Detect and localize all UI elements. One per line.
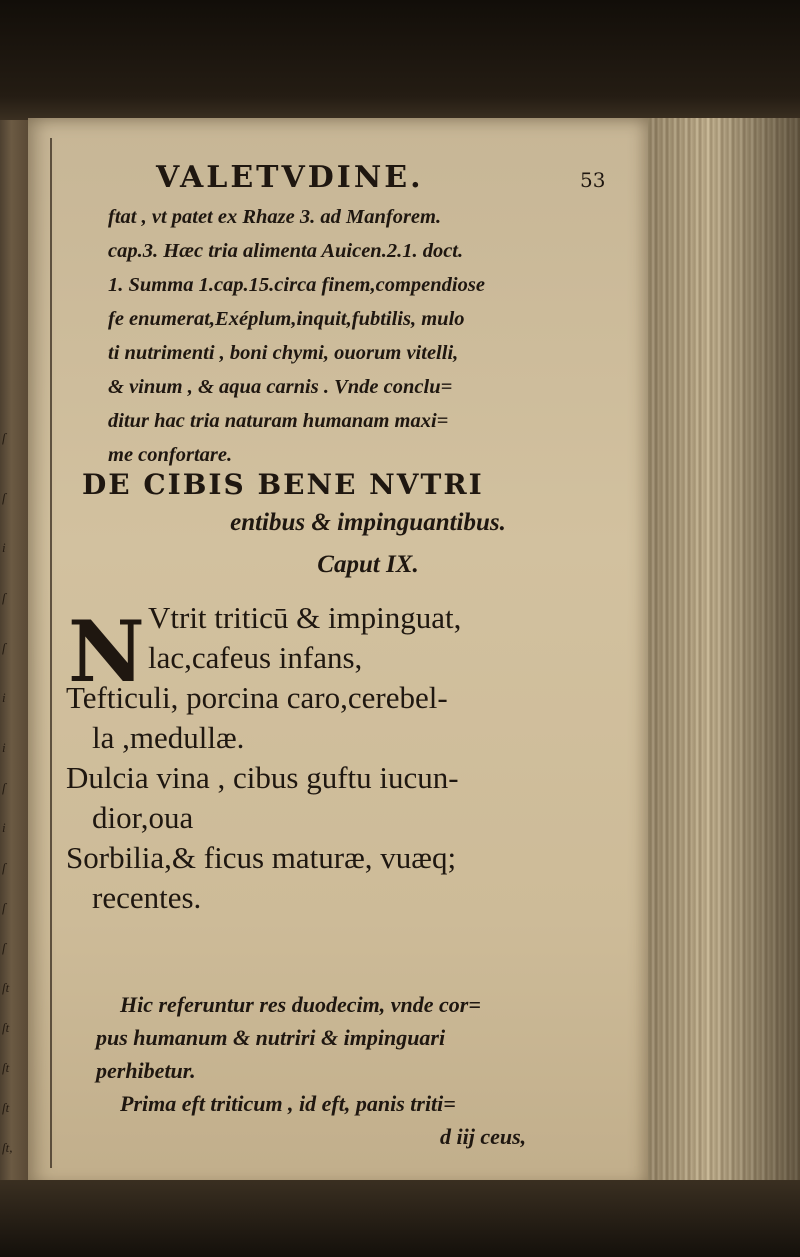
verse-line: Dulcia vina , cibus guftu iucun- xyxy=(66,760,459,795)
verse-block xyxy=(40,598,640,918)
commentary-paragraph xyxy=(108,200,628,472)
text-line: ftat , vt patet ex Rhaze 3. ad Manforem. xyxy=(108,206,442,228)
facing-page-edge xyxy=(0,120,28,1180)
text-line: ti nutrimenti , boni chymi, ouorum vitelli, xyxy=(108,342,459,364)
verse-line: lac,cafeus infans, xyxy=(148,640,363,675)
margin-mark: ſt xyxy=(2,1100,10,1115)
margin-mark: ſ xyxy=(2,900,6,915)
text-line: 1. Summa 1.cap.15.circa finem,compendiose xyxy=(108,274,485,296)
book-page xyxy=(28,118,648,1188)
margin-mark: i xyxy=(2,540,6,555)
top-shadow xyxy=(0,0,800,120)
chapter-subheading xyxy=(88,502,648,586)
margin-mark: ſ xyxy=(2,640,6,655)
text-line: perhibetur. xyxy=(96,1058,196,1083)
verse-line: la ,medullæ. xyxy=(92,720,245,755)
margin-mark: ſt xyxy=(2,1060,10,1075)
text-line: pus humanum & nutriri & impinguari xyxy=(96,1025,446,1050)
margin-mark: ſ xyxy=(2,860,6,875)
margin-mark: ſ xyxy=(2,940,6,955)
margin-mark: ſ xyxy=(2,780,6,795)
closing-paragraph xyxy=(70,988,640,1153)
verse-line: recentes. xyxy=(92,880,202,915)
page-number: 53 xyxy=(580,168,606,192)
page-text xyxy=(28,118,648,1188)
running-head: VALETVDINE. xyxy=(156,160,424,195)
bottom-shadow xyxy=(0,1180,800,1257)
text-line: cap.3. Hæc tria alimenta Auicen.2.1. doct. xyxy=(108,240,464,262)
margin-mark: ſ xyxy=(2,430,6,445)
text-line: me confortare. xyxy=(108,444,233,466)
margin-mark: ſt xyxy=(2,980,10,995)
margin-mark: i xyxy=(2,690,6,705)
verse-line: dior,oua xyxy=(92,800,194,835)
chapter-heading: DE CIBIS BENE NVTRI xyxy=(82,468,484,501)
text-line: ditur hac tria naturam humanam maxi= xyxy=(108,410,449,432)
chapter-number: Caput IX. xyxy=(317,551,419,578)
page-block-edge xyxy=(648,118,800,1188)
text-line: fe enumerat,Exéplum,inquit,fubtilis, mulo xyxy=(108,308,465,330)
text-line: Hic referuntur res duodecim, vnde cor= xyxy=(120,992,481,1017)
text-line: entibus & impinguantibus. xyxy=(230,509,506,536)
margin-mark: i xyxy=(2,820,6,835)
drop-cap: N xyxy=(68,602,145,701)
margin-mark: i xyxy=(2,740,6,755)
verse-line: Sorbilia,& ficus maturæ, vuæq; xyxy=(66,840,457,875)
signature-catchword: d iij ceus, xyxy=(440,1124,527,1149)
margin-mark: ſ xyxy=(2,490,6,505)
margin-mark: ſt, xyxy=(2,1140,13,1155)
verse-line: Tefticuli, porcina caro,cerebel- xyxy=(66,680,448,715)
verse-line: Vtrit triticū & impinguat, xyxy=(148,600,462,635)
text-line: & vinum , & aqua carnis . Vnde conclu= xyxy=(108,376,453,398)
margin-mark: ſt xyxy=(2,1020,10,1035)
text-line: Prima eft triticum , id eft, panis triti= xyxy=(120,1091,456,1116)
margin-mark: ſ xyxy=(2,590,6,605)
